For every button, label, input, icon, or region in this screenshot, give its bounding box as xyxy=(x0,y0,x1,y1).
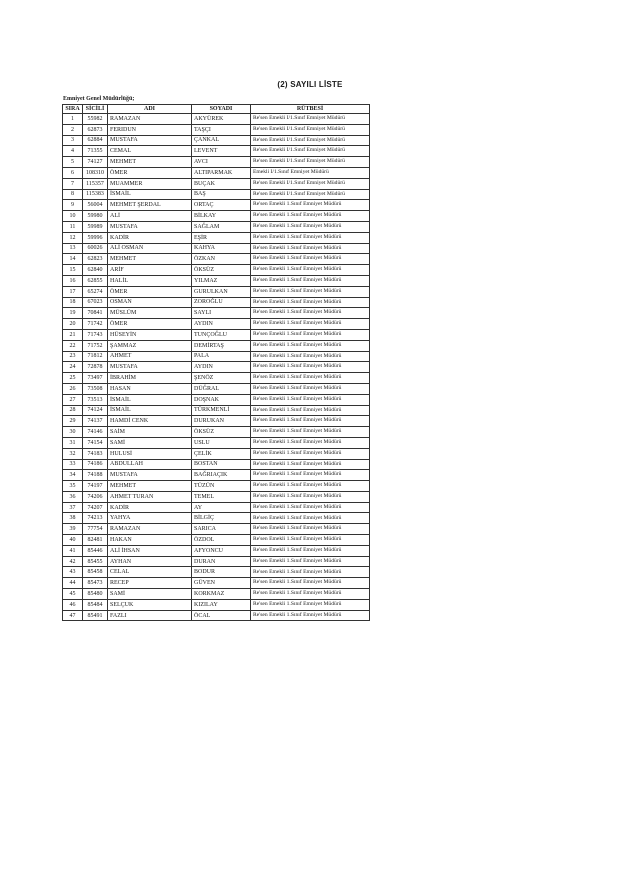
soyadi-cell: DOŞNAK xyxy=(192,394,251,405)
rutbe-cell: Re'sen Emekli 1.Sınıf Emniyet Müdürü xyxy=(251,599,370,610)
sira-cell: 30 xyxy=(63,427,83,438)
sicil-cell: 71752 xyxy=(83,340,108,351)
adi-cell: SAMİ xyxy=(108,437,192,448)
sicil-cell: 77754 xyxy=(83,524,108,535)
adi-cell: HULUSİ xyxy=(108,448,192,459)
rutbe-cell: Re'sen Emekli 1.Sınıf Emniyet Müdürü xyxy=(251,319,370,330)
header-soyadi: SOYADI xyxy=(192,105,251,114)
sicil-cell: 62873 xyxy=(83,124,108,135)
rutbe-cell: Re'sen Emekli 1.Sınıf Emniyet Müdürü xyxy=(251,491,370,502)
sicil-cell: 115357 xyxy=(83,178,108,189)
rutbe-cell: Re'sen Emekli I/1.Sınıf Emniyet Müdürü xyxy=(251,146,370,157)
soyadi-cell: KORKMAZ xyxy=(192,589,251,600)
sira-cell: 26 xyxy=(63,383,83,394)
adi-cell: HAMDİ CENK xyxy=(108,416,192,427)
sira-cell: 12 xyxy=(63,232,83,243)
sicil-cell: 73497 xyxy=(83,373,108,384)
table-row xyxy=(63,297,370,308)
sira-cell: 24 xyxy=(63,362,83,373)
rutbe-cell: Re'sen Emekli I/1.Sınıf Emniyet Müdürü xyxy=(251,124,370,135)
rutbe-cell: Re'sen Emekli 1.Sınıf Emniyet Müdürü xyxy=(251,535,370,546)
table-header-row xyxy=(63,105,370,114)
table-row xyxy=(63,232,370,243)
sicil-cell: 59980 xyxy=(83,211,108,222)
rutbe-cell: Re'sen Emekli 1.Sınıf Emniyet Müdürü xyxy=(251,340,370,351)
sicil-cell: 74206 xyxy=(83,491,108,502)
header-sira: SIRA xyxy=(63,105,83,114)
table-row xyxy=(63,405,370,416)
rutbe-cell: Re'sen Emekli 1.Sınıf Emniyet Müdürü xyxy=(251,329,370,340)
table-body xyxy=(63,114,370,621)
table-row xyxy=(63,189,370,200)
sicil-cell: 82481 xyxy=(83,535,108,546)
soyadi-cell: SAĞLAM xyxy=(192,221,251,232)
soyadi-cell: ÖZKAN xyxy=(192,254,251,265)
sicil-cell: 59989 xyxy=(83,221,108,232)
sicil-cell: 74213 xyxy=(83,513,108,524)
sicil-cell: 73508 xyxy=(83,383,108,394)
table-row xyxy=(63,319,370,330)
sicil-cell: 71743 xyxy=(83,329,108,340)
rutbe-cell: Re'sen Emekli 1.Sınıf Emniyet Müdürü xyxy=(251,545,370,556)
adi-cell: ABDULLAH xyxy=(108,459,192,470)
rutbe-cell: Re'sen Emekli 1.Sınıf Emniyet Müdürü xyxy=(251,243,370,254)
sicil-cell: 62884 xyxy=(83,135,108,146)
sicil-cell: 74207 xyxy=(83,502,108,513)
soyadi-cell: ÖKSÜZ xyxy=(192,265,251,276)
header-sicili: SİCİLİ xyxy=(83,105,108,114)
sira-cell: 4 xyxy=(63,146,83,157)
sicil-cell: 73513 xyxy=(83,394,108,405)
adi-cell: FERIDUN xyxy=(108,124,192,135)
adi-cell: SAİM xyxy=(108,427,192,438)
soyadi-cell: YILMAZ xyxy=(192,275,251,286)
sira-cell: 33 xyxy=(63,459,83,470)
sira-cell: 44 xyxy=(63,578,83,589)
soyadi-cell: ORTAÇ xyxy=(192,200,251,211)
soyadi-cell: BUÇAK xyxy=(192,178,251,189)
rutbe-cell: Re'sen Emekli I/1.Sınıf Emniyet Müdürü xyxy=(251,157,370,168)
rutbe-cell: Re'sen Emekli 1.Sınıf Emniyet Müdürü xyxy=(251,437,370,448)
table-row xyxy=(63,502,370,513)
soyadi-cell: ALTIPARMAK xyxy=(192,167,251,178)
rutbe-cell: Re'sen Emekli 1.Sınıf Emniyet Müdürü xyxy=(251,567,370,578)
sira-cell: 32 xyxy=(63,448,83,459)
soyadi-cell: GURULKAN xyxy=(192,286,251,297)
soyadi-cell: BİLGİÇ xyxy=(192,513,251,524)
sira-cell: 1 xyxy=(63,114,83,125)
table-row xyxy=(63,340,370,351)
rutbe-cell: Re'sen Emekli 1.Sınıf Emniyet Müdürü xyxy=(251,394,370,405)
adi-cell: RAMAZAN xyxy=(108,114,192,125)
table-row xyxy=(63,589,370,600)
table-row xyxy=(63,211,370,222)
rutbe-cell: Re'sen Emekli I/1.Sınıf Emniyet Müdürü xyxy=(251,135,370,146)
rutbe-cell: Re'sen Emekli I/1.Sınıf Emniyet Müdürü xyxy=(251,114,370,125)
sira-cell: 16 xyxy=(63,275,83,286)
table-row xyxy=(63,362,370,373)
sicil-cell: 71812 xyxy=(83,351,108,362)
sicil-cell: 74137 xyxy=(83,416,108,427)
soyadi-cell: DURAN xyxy=(192,556,251,567)
adi-cell: OSMAN xyxy=(108,297,192,308)
sicil-cell: 85491 xyxy=(83,610,108,621)
sira-cell: 23 xyxy=(63,351,83,362)
rutbe-cell: Re'sen Emekli 1.Sınıf Emniyet Müdürü xyxy=(251,589,370,600)
adi-cell: ÖMER xyxy=(108,167,192,178)
sira-cell: 19 xyxy=(63,308,83,319)
document-title: (2) SAYILI LİSTE xyxy=(277,80,343,89)
table-row xyxy=(63,243,370,254)
sira-cell: 5 xyxy=(63,157,83,168)
rutbe-cell: Re'sen Emekli 1.Sınıf Emniyet Müdürü xyxy=(251,275,370,286)
table-row xyxy=(63,599,370,610)
rutbe-cell: Re'sen Emekli 1.Sınıf Emniyet Müdürü xyxy=(251,383,370,394)
soyadi-cell: ÖZDOL xyxy=(192,535,251,546)
sira-cell: 34 xyxy=(63,470,83,481)
soyadi-cell: PALA xyxy=(192,351,251,362)
sira-cell: 46 xyxy=(63,599,83,610)
soyadi-cell: SAYLI xyxy=(192,308,251,319)
rutbe-cell: Re'sen Emekli I/1.Sınıf Emniyet Müdürü xyxy=(251,189,370,200)
soyadi-cell: DURUKAN xyxy=(192,416,251,427)
sicil-cell: 71742 xyxy=(83,319,108,330)
sira-cell: 41 xyxy=(63,545,83,556)
adi-cell: ALİ OSMAN xyxy=(108,243,192,254)
adi-cell: AYHAN xyxy=(108,556,192,567)
rutbe-cell: Re'sen Emekli 1.Sınıf Emniyet Müdürü xyxy=(251,200,370,211)
table-row xyxy=(63,610,370,621)
table-row xyxy=(63,351,370,362)
sira-cell: 17 xyxy=(63,286,83,297)
sicil-cell: 115383 xyxy=(83,189,108,200)
adi-cell: AHMET xyxy=(108,351,192,362)
soyadi-cell: BAŞ xyxy=(192,189,251,200)
adi-cell: MÜSLÜM xyxy=(108,308,192,319)
sira-cell: 2 xyxy=(63,124,83,135)
sira-cell: 42 xyxy=(63,556,83,567)
rutbe-cell: Re'sen Emekli 1.Sınıf Emniyet Müdürü xyxy=(251,427,370,438)
soyadi-cell: BAĞRIAÇIK xyxy=(192,470,251,481)
adi-cell: ÖMER xyxy=(108,286,192,297)
header-adi: ADI xyxy=(108,105,192,114)
sira-cell: 18 xyxy=(63,297,83,308)
department-heading: Emniyet Genel Müdürlüğü; xyxy=(63,96,135,102)
rutbe-cell: Re'sen Emekli 1.Sınıf Emniyet Müdürü xyxy=(251,286,370,297)
adi-cell: MEHMET xyxy=(108,157,192,168)
sira-cell: 28 xyxy=(63,405,83,416)
rutbe-cell: Re'sen Emekli 1.Sınıf Emniyet Müdürü xyxy=(251,610,370,621)
sicil-cell: 67023 xyxy=(83,297,108,308)
sicil-cell: 55982 xyxy=(83,114,108,125)
table-row xyxy=(63,254,370,265)
sira-cell: 9 xyxy=(63,200,83,211)
adi-cell: MUSTAFA xyxy=(108,221,192,232)
sira-cell: 20 xyxy=(63,319,83,330)
adi-cell: MEHMET xyxy=(108,254,192,265)
sira-cell: 38 xyxy=(63,513,83,524)
sicil-cell: 71355 xyxy=(83,146,108,157)
sicil-cell: 74183 xyxy=(83,448,108,459)
table-row xyxy=(63,308,370,319)
sira-cell: 45 xyxy=(63,589,83,600)
adi-cell: SELÇUK xyxy=(108,599,192,610)
table-row xyxy=(63,329,370,340)
adi-cell: MEHMET ŞERDAL xyxy=(108,200,192,211)
sira-cell: 15 xyxy=(63,265,83,276)
sicil-cell: 74197 xyxy=(83,481,108,492)
adi-cell: ŞAMMAZ xyxy=(108,340,192,351)
rutbe-cell: Emekli I/1.Sınıf Emniyet Müdürü xyxy=(251,167,370,178)
adi-cell: RECEP xyxy=(108,578,192,589)
sicil-cell: 85455 xyxy=(83,556,108,567)
adi-cell: İSMAİL xyxy=(108,394,192,405)
adi-cell: ARİF xyxy=(108,265,192,276)
table-row xyxy=(63,394,370,405)
soyadi-cell: ÖCAL xyxy=(192,610,251,621)
rutbe-cell: Re'sen Emekli 1.Sınıf Emniyet Müdürü xyxy=(251,448,370,459)
rutbe-cell: Re'sen Emekli 1.Sınıf Emniyet Müdürü xyxy=(251,481,370,492)
table-row xyxy=(63,275,370,286)
table-row xyxy=(63,437,370,448)
rutbe-cell: Re'sen Emekli I/1.Sınıf Emniyet Müdürü xyxy=(251,178,370,189)
sicil-cell: 62855 xyxy=(83,275,108,286)
sicil-cell: 74127 xyxy=(83,157,108,168)
table-row xyxy=(63,265,370,276)
sira-cell: 10 xyxy=(63,211,83,222)
sicil-cell: 85473 xyxy=(83,578,108,589)
rutbe-cell: Re'sen Emekli 1.Sınıf Emniyet Müdürü xyxy=(251,459,370,470)
rutbe-cell: Re'sen Emekli 1.Sınıf Emniyet Müdürü xyxy=(251,211,370,222)
sira-cell: 8 xyxy=(63,189,83,200)
sicil-cell: 85484 xyxy=(83,599,108,610)
rutbe-cell: Re'sen Emekli 1.Sınıf Emniyet Müdürü xyxy=(251,308,370,319)
adi-cell: MUSTAFA xyxy=(108,362,192,373)
table-row xyxy=(63,524,370,535)
rutbe-cell: Re'sen Emekli 1.Sınıf Emniyet Müdürü xyxy=(251,221,370,232)
sira-cell: 27 xyxy=(63,394,83,405)
table-row xyxy=(63,470,370,481)
sicil-cell: 62840 xyxy=(83,265,108,276)
sira-cell: 35 xyxy=(63,481,83,492)
soyadi-cell: ŞENÖZ xyxy=(192,373,251,384)
table-row xyxy=(63,373,370,384)
soyadi-cell: AKYÜREK xyxy=(192,114,251,125)
adi-cell: MUSTAFA xyxy=(108,135,192,146)
sicil-cell: 72878 xyxy=(83,362,108,373)
rutbe-cell: Re'sen Emekli 1.Sınıf Emniyet Müdürü xyxy=(251,416,370,427)
sira-cell: 29 xyxy=(63,416,83,427)
table-row xyxy=(63,178,370,189)
sira-cell: 13 xyxy=(63,243,83,254)
sicil-cell: 60026 xyxy=(83,243,108,254)
table-row xyxy=(63,221,370,232)
adi-cell: ALİ İHSAN xyxy=(108,545,192,556)
rutbe-cell: Re'sen Emekli 1.Sınıf Emniyet Müdürü xyxy=(251,297,370,308)
table-row xyxy=(63,491,370,502)
sicil-cell: 70841 xyxy=(83,308,108,319)
adi-cell: MUAMMER xyxy=(108,178,192,189)
soyadi-cell: KIZILAY xyxy=(192,599,251,610)
soyadi-cell: KAHYA xyxy=(192,243,251,254)
rutbe-cell: Re'sen Emekli 1.Sınıf Emniyet Müdürü xyxy=(251,513,370,524)
soyadi-cell: AFYONCU xyxy=(192,545,251,556)
sicil-cell: 74124 xyxy=(83,405,108,416)
sira-cell: 6 xyxy=(63,167,83,178)
sicil-cell: 56004 xyxy=(83,200,108,211)
rutbe-cell: Re'sen Emekli 1.Sınıf Emniyet Müdürü xyxy=(251,351,370,362)
sira-cell: 25 xyxy=(63,373,83,384)
table-row xyxy=(63,567,370,578)
rutbe-cell: Re'sen Emekli 1.Sınıf Emniyet Müdürü xyxy=(251,405,370,416)
rutbe-cell: Re'sen Emekli 1.Sınıf Emniyet Müdürü xyxy=(251,362,370,373)
rutbe-cell: Re'sen Emekli 1.Sınıf Emniyet Müdürü xyxy=(251,556,370,567)
table-row xyxy=(63,124,370,135)
sicil-cell: 74186 xyxy=(83,459,108,470)
rutbe-cell: Re'sen Emekli 1.Sınıf Emniyet Müdürü xyxy=(251,254,370,265)
soyadi-cell: ÖKSÜZ xyxy=(192,427,251,438)
table-row xyxy=(63,114,370,125)
table-row xyxy=(63,578,370,589)
soyadi-cell: TAŞÇI xyxy=(192,124,251,135)
rutbe-cell: Re'sen Emekli 1.Sınıf Emniyet Müdürü xyxy=(251,524,370,535)
adi-cell: AHMET TURAN xyxy=(108,491,192,502)
sira-cell: 40 xyxy=(63,535,83,546)
soyadi-cell: DEMİRTAŞ xyxy=(192,340,251,351)
adi-cell: ALİ xyxy=(108,211,192,222)
adi-cell: CEMAL xyxy=(108,146,192,157)
table-row xyxy=(63,157,370,168)
header-rutbesi: RÜTBESİ xyxy=(251,105,370,114)
adi-cell: YAHYA xyxy=(108,513,192,524)
soyadi-cell: ÇELİK xyxy=(192,448,251,459)
adi-cell: ÖMER xyxy=(108,319,192,330)
soyadi-cell: ZOROĞLU xyxy=(192,297,251,308)
sicil-cell: 85446 xyxy=(83,545,108,556)
soyadi-cell: EŞİR xyxy=(192,232,251,243)
adi-cell: İBRAHİM xyxy=(108,373,192,384)
personnel-table xyxy=(62,104,370,621)
adi-cell: MEHMET xyxy=(108,481,192,492)
soyadi-cell: AYDIN xyxy=(192,362,251,373)
sicil-cell: 74188 xyxy=(83,470,108,481)
table-row xyxy=(63,416,370,427)
adi-cell: KADİR xyxy=(108,502,192,513)
sira-cell: 37 xyxy=(63,502,83,513)
sira-cell: 3 xyxy=(63,135,83,146)
soyadi-cell: GÜVEN xyxy=(192,578,251,589)
sira-cell: 21 xyxy=(63,329,83,340)
adi-cell: RAMAZAN xyxy=(108,524,192,535)
table-row xyxy=(63,200,370,211)
table-row xyxy=(63,556,370,567)
table-row xyxy=(63,481,370,492)
soyadi-cell: USLU xyxy=(192,437,251,448)
soyadi-cell: ÇANKAL xyxy=(192,135,251,146)
adi-cell: HÜSEYİN xyxy=(108,329,192,340)
table-row xyxy=(63,167,370,178)
adi-cell: İSMAİL xyxy=(108,405,192,416)
table-row xyxy=(63,448,370,459)
table-row xyxy=(63,545,370,556)
adi-cell: HAKAN xyxy=(108,535,192,546)
soyadi-cell: TEMEL xyxy=(192,491,251,502)
soyadi-cell: SARICA xyxy=(192,524,251,535)
sicil-cell: 65274 xyxy=(83,286,108,297)
sira-cell: 11 xyxy=(63,221,83,232)
table-row xyxy=(63,383,370,394)
soyadi-cell: BOSTAN xyxy=(192,459,251,470)
sira-cell: 39 xyxy=(63,524,83,535)
table-row xyxy=(63,286,370,297)
adi-cell: SAMİ xyxy=(108,589,192,600)
soyadi-cell: DÜĞRAL xyxy=(192,383,251,394)
adi-cell: CELAL xyxy=(108,567,192,578)
sicil-cell: 74146 xyxy=(83,427,108,438)
sira-cell: 31 xyxy=(63,437,83,448)
soyadi-cell: TUNÇOĞLU xyxy=(192,329,251,340)
sira-cell: 47 xyxy=(63,610,83,621)
table-row xyxy=(63,135,370,146)
soyadi-cell: BODUR xyxy=(192,567,251,578)
soyadi-cell: AVCI xyxy=(192,157,251,168)
adi-cell: MUSTAFA xyxy=(108,470,192,481)
sicil-cell: 59996 xyxy=(83,232,108,243)
sira-cell: 22 xyxy=(63,340,83,351)
soyadi-cell: BİLKAY xyxy=(192,211,251,222)
table-row xyxy=(63,427,370,438)
table-row xyxy=(63,535,370,546)
rutbe-cell: Re'sen Emekli 1.Sınıf Emniyet Müdürü xyxy=(251,578,370,589)
adi-cell: İSMAİL xyxy=(108,189,192,200)
soyadi-cell: TÜZÜN xyxy=(192,481,251,492)
adi-cell: HASAN xyxy=(108,383,192,394)
sicil-cell: 85480 xyxy=(83,589,108,600)
adi-cell: FAZLI xyxy=(108,610,192,621)
rutbe-cell: Re'sen Emekli 1.Sınıf Emniyet Müdürü xyxy=(251,502,370,513)
rutbe-cell: Re'sen Emekli 1.Sınıf Emniyet Müdürü xyxy=(251,265,370,276)
rutbe-cell: Re'sen Emekli 1.Sınıf Emniyet Müdürü xyxy=(251,470,370,481)
adi-cell: KADİR xyxy=(108,232,192,243)
table-row xyxy=(63,459,370,470)
table-row xyxy=(63,513,370,524)
sira-cell: 36 xyxy=(63,491,83,502)
sicil-cell: 85458 xyxy=(83,567,108,578)
sira-cell: 14 xyxy=(63,254,83,265)
soyadi-cell: LEVENT xyxy=(192,146,251,157)
adi-cell: HALİL xyxy=(108,275,192,286)
soyadi-cell: AYDIN xyxy=(192,319,251,330)
sira-cell: 7 xyxy=(63,178,83,189)
rutbe-cell: Re'sen Emekli 1.Sınıf Emniyet Müdürü xyxy=(251,232,370,243)
sicil-cell: 62823 xyxy=(83,254,108,265)
sicil-cell: 108310 xyxy=(83,167,108,178)
table-row xyxy=(63,146,370,157)
soyadi-cell: TÜRKMENLİ xyxy=(192,405,251,416)
sicil-cell: 74154 xyxy=(83,437,108,448)
soyadi-cell: AY xyxy=(192,502,251,513)
rutbe-cell: Re'sen Emekli 1.Sınıf Emniyet Müdürü xyxy=(251,373,370,384)
sira-cell: 43 xyxy=(63,567,83,578)
